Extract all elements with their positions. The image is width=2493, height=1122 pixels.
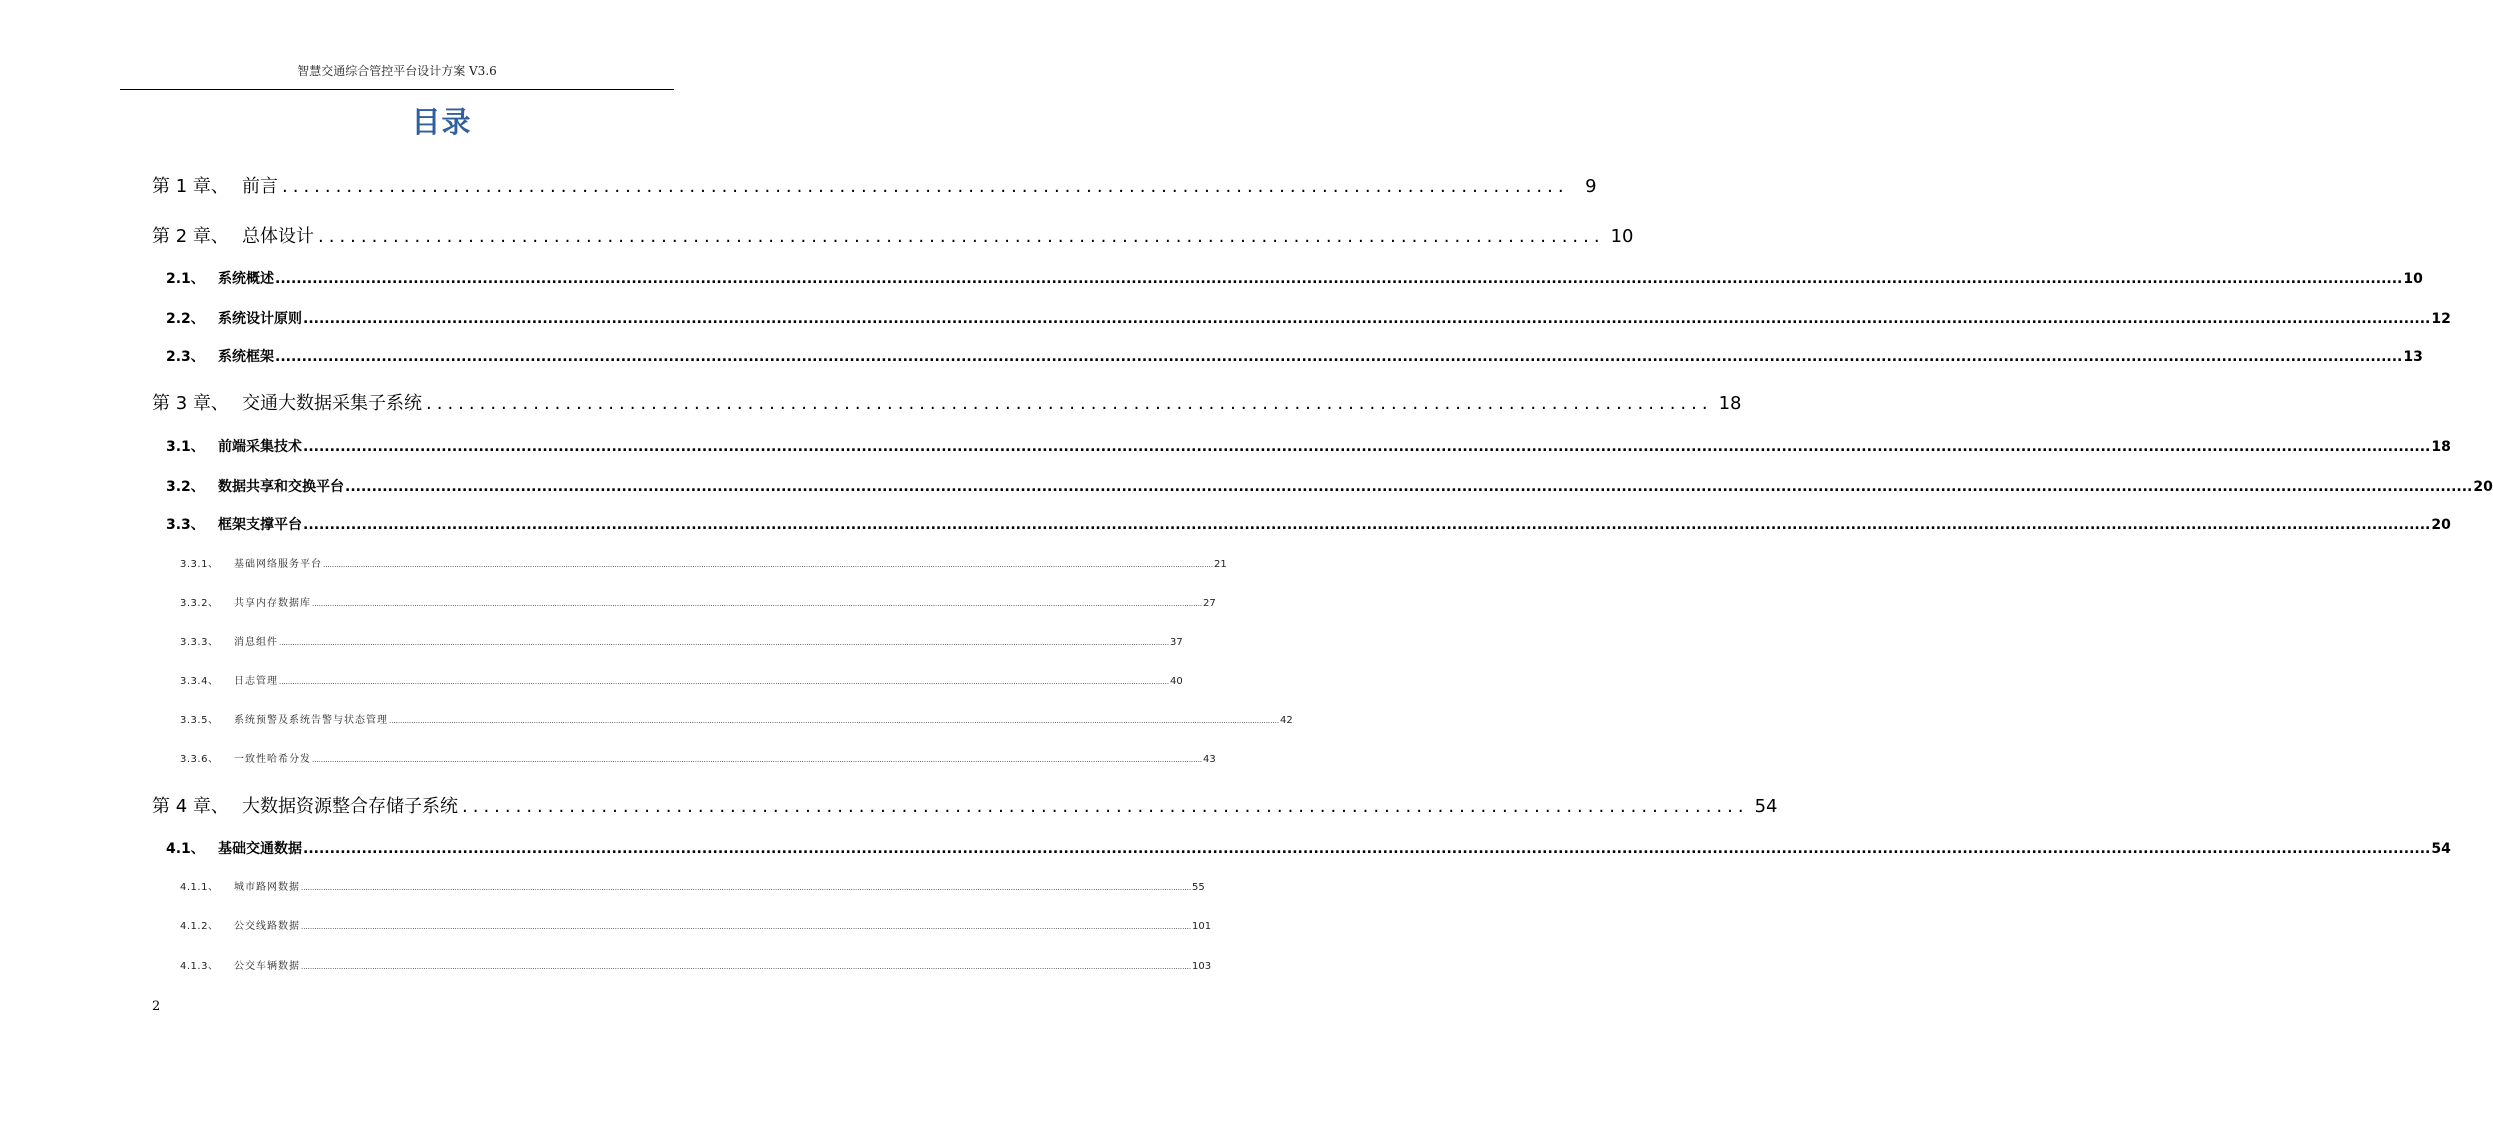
toc-entry-title: 框架支撑平台 [218, 517, 302, 533]
toc-entry[interactable] [166, 514, 2451, 534]
toc-dot-leader: ................................................................................................................................................................................................................................................................................................................................................................................................................ [279, 678, 1170, 686]
toc-entry-page: 18 [1718, 393, 1742, 414]
toc-dot-leader: ................................................................................................................................................................................................................................................................................................................................................................................................................ [312, 600, 1203, 608]
toc-entry[interactable] [166, 308, 2451, 328]
toc-entry[interactable] [180, 555, 1227, 570]
toc-entry[interactable] [180, 711, 1293, 726]
toc-entry-page: 18 [2431, 439, 2451, 455]
toc-entry-title: 交通大数据采集子系统 [242, 393, 422, 414]
toc-dot-leader: ................................................................................................................................................................................................................................................................................................................................................................................................................ [275, 349, 2403, 365]
toc-entry-number: 第 3 章、 [152, 393, 229, 414]
toc-entry[interactable] [166, 838, 2451, 858]
toc-entry[interactable] [180, 594, 1216, 609]
toc-entry-number: 第 2 章、 [152, 226, 229, 247]
toc-entry-title: 城市路网数据 [234, 882, 300, 893]
toc-entry[interactable] [152, 792, 1778, 818]
toc-dot-leader: ................................................................................................................................................................................................................................................................................................................................................................................................................ [279, 639, 1170, 647]
toc-dot-leader: ................................................................................................................................................................................................................................................................................................................................................................................................................ [301, 884, 1192, 892]
toc-entry-number: 4.1、 [166, 841, 205, 857]
toc-dot-leader: ........................................................................................................................ [318, 226, 1605, 247]
toc-entry-number: 4.1.1、 [180, 882, 219, 893]
toc-entry[interactable] [180, 750, 1216, 765]
toc-entry[interactable] [152, 389, 1742, 415]
toc-dot-leader: ........................................................................................................................ [462, 796, 1749, 817]
toc-dot-leader: ........................................................................................................................ [426, 393, 1713, 414]
toc-entry-page: 54 [1754, 796, 1778, 817]
toc-entry-title: 共享内存数据库 [234, 598, 311, 609]
toc-entry-number: 2.3、 [166, 349, 205, 365]
toc-entry-number: 3.3.1、 [180, 559, 219, 570]
toc-entry-page: 42 [1280, 715, 1293, 726]
toc-entry-page: 20 [2473, 479, 2493, 495]
toc-entry-page: 13 [2403, 349, 2423, 365]
toc-dot-leader: ................................................................................................................................................................................................................................................................................................................................................................................................................ [312, 756, 1203, 764]
toc-entry-page: 101 [1192, 921, 1212, 932]
toc-dot-leader: ................................................................................................................................................................................................................................................................................................................................................................................................................ [389, 717, 1280, 725]
toc-entry-page: 54 [2431, 841, 2451, 857]
toc-entry-title: 数据共享和交换平台 [218, 479, 344, 495]
toc-entry-page: 20 [2431, 517, 2451, 533]
toc-dot-leader: ................................................................................................................................................................................................................................................................................................................................................................................................................ [323, 561, 1214, 569]
toc-entry-number: 3.1、 [166, 439, 205, 455]
toc-entry[interactable] [180, 633, 1183, 648]
toc-entry-page: 103 [1192, 961, 1212, 972]
toc-entry-number: 第 1 章、 [152, 176, 229, 197]
toc-entry-title: 前言 [242, 176, 278, 197]
toc-dot-leader: ................................................................................................................................................................................................................................................................................................................................................................................................................ [303, 841, 2431, 857]
toc-dot-leader: ................................................................................................................................................................................................................................................................................................................................................................................................................ [303, 311, 2431, 327]
toc-entry-title: 系统框架 [218, 349, 274, 365]
toc-entry-number: 3.3.5、 [180, 715, 219, 726]
toc-entry-title: 消息组件 [234, 637, 278, 648]
toc-entry[interactable] [180, 917, 1212, 932]
toc-entry-title: 总体设计 [242, 226, 314, 247]
toc-entry-title: 系统预警及系统告警与状态管理 [234, 715, 388, 726]
toc-entry-title: 一致性哈希分发 [234, 754, 311, 765]
toc-entry-number: 4.1.3、 [180, 961, 219, 972]
toc-entry-page: 37 [1170, 637, 1183, 648]
toc-entry[interactable] [152, 222, 1634, 248]
toc-entry-number: 3.3、 [166, 517, 205, 533]
toc-entry-page: 12 [2431, 311, 2451, 327]
toc-entry-page: 9 [1585, 176, 1597, 197]
toc-entry[interactable] [166, 436, 2451, 456]
toc-entry-number: 第 4 章、 [152, 796, 229, 817]
toc-entry-title: 日志管理 [234, 676, 278, 687]
toc-entry-number: 3.3.3、 [180, 637, 219, 648]
toc-entry-title: 系统设计原则 [218, 311, 302, 327]
toc-dot-leader: ................................................................................................................................................................................................................................................................................................................................................................................................................ [301, 923, 1192, 931]
toc-entry[interactable] [166, 476, 2493, 496]
toc-dot-leader: ................................................................................................................................................................................................................................................................................................................................................................................................................ [303, 517, 2431, 533]
toc-entry-title: 公交车辆数据 [234, 961, 300, 972]
toc-entry[interactable] [180, 672, 1183, 687]
toc-entry-number: 4.1.2、 [180, 921, 219, 932]
toc-entry-page: 43 [1203, 754, 1216, 765]
toc-entry-page: 21 [1214, 559, 1227, 570]
toc-dot-leader: ................................................................................................................................................................................................................................................................................................................................................................................................................ [301, 963, 1192, 971]
toc-entry-page: 40 [1170, 676, 1183, 687]
toc-entry-page: 10 [1610, 226, 1634, 247]
header-title: 智慧交通综合管控平台设计方案 V3.6 [297, 64, 497, 78]
toc-entry-title: 公交线路数据 [234, 921, 300, 932]
toc-entry-number: 3.2、 [166, 479, 205, 495]
toc-dot-leader: ................................................................................................................................................................................................................................................................................................................................................................................................................ [345, 479, 2473, 495]
page-number: 2 [152, 999, 161, 1014]
toc-entry-number: 2.2、 [166, 311, 205, 327]
toc-entry[interactable] [180, 878, 1205, 893]
toc-entry-title: 基础网络服务平台 [234, 559, 322, 570]
toc-dot-leader: ................................................................................................................................................................................................................................................................................................................................................................................................................ [275, 271, 2403, 287]
toc-entry[interactable] [166, 268, 2423, 288]
toc-entry-title: 大数据资源整合存储子系统 [242, 796, 458, 817]
toc-entry[interactable] [166, 346, 2423, 366]
toc-entry-page: 27 [1203, 598, 1216, 609]
toc-entry-page: 55 [1192, 882, 1205, 893]
toc-dot-leader: ................................................................................................................................................................................................................................................................................................................................................................................................................ [303, 439, 2431, 455]
toc-entry-number: 3.3.4、 [180, 676, 219, 687]
toc-entry-number: 3.3.2、 [180, 598, 219, 609]
toc-entry-title: 前端采集技术 [218, 439, 302, 455]
toc-entry-title: 系统概述 [218, 271, 274, 287]
toc-entry-number: 3.3.6、 [180, 754, 219, 765]
toc-dot-leader: ........................................................................................................................ [282, 176, 1569, 197]
toc-entry-title: 基础交通数据 [218, 841, 302, 857]
toc-title: 目录 [411, 105, 472, 139]
toc-entry-number: 2.1、 [166, 271, 205, 287]
toc-entry[interactable] [180, 957, 1212, 972]
toc-entry-page: 10 [2403, 271, 2423, 287]
toc-entry[interactable] [152, 172, 1597, 198]
